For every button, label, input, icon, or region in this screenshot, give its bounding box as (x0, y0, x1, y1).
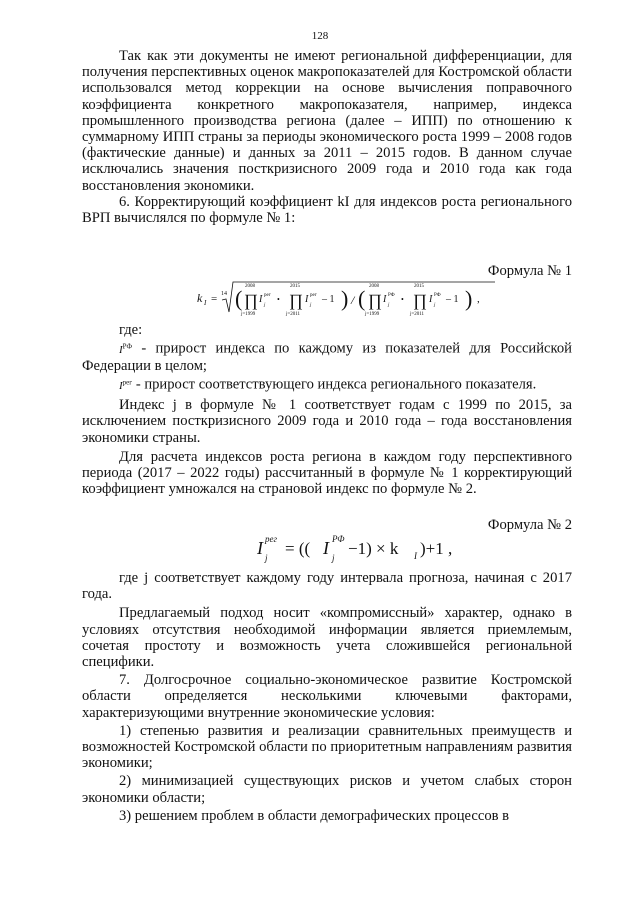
paragraph-4: Для расчета индексов роста региона в каждом году перспективного периода (2017 – 2022 годы) рассчитанный в формуле № 1 корректирующий коэффициент умножался на страновой индекс по формуле № 2. (82, 448, 572, 498)
sub-j-3: j (388, 303, 390, 308)
paren-close-2: ) (465, 286, 473, 311)
sup-reg-2: рег (310, 293, 317, 298)
list-item-1: 1) степенью развития и реализации сравнительных преимуществ и возможностей Костромской области по приоритетным направлениям развития экономики; (82, 722, 572, 772)
formula-1 (195, 278, 575, 318)
mult-2: • (401, 295, 404, 304)
formula2-minus: −1) × k (348, 539, 399, 558)
paragraph-6: Предлагаемый подход носит «компромиссный» характер, однако в условиях отсутствия необходимой информации является приемлемым, сочетая простоту и возможность учета сложившейся региональной специфики. (82, 605, 572, 671)
formula1-root-index: 14 (221, 291, 227, 297)
sup-rf-2: РФ (434, 293, 441, 298)
formula1-eq: = (211, 293, 218, 305)
formula1-k: k (197, 291, 203, 305)
formula1-k-sub: I (204, 299, 207, 307)
paragraph-1: Так как эти документы не имеют региональной дифференциации, для получения перспективных оценок макропоказателей для Костромской области использовался метод коррекции на основе вычисления поправочного коэффициента конкретного макропоказателя, например, индекса промышленного производства региона (далее – ИПП) по отношению к суммарному ИПП страны за периоды экономического роста 1999 – 2008 годов (фактические данные) и данных за 2011 – 2015 годов. В данном случае исключались значения посткризисного 2009 года и 2010 года как года восстановления экономики. 6. Корректирующий коэффициент kI для индексов роста регионального ВРП вычислялся по формуле № 1: (82, 48, 572, 227)
paragraph-2: 6. Корректирующий коэффициент kI для индексов роста регионального ВРП вычислялся по формуле № 1: (82, 193, 572, 227)
sub-j-2: j (310, 303, 312, 308)
I-rf-symbol: $I^{РФ}$ (119, 342, 132, 356)
paragraph-7: 7. Долгосрочное социально-экономическое развитие Костромской области определяется несколькими ключевыми факторами, характеризующими внутренние экономические условия: (82, 672, 572, 721)
prod-3: ∏ (368, 291, 382, 310)
formula2-k-sub: I (414, 551, 417, 561)
formula2-sup-rf: РФ (332, 534, 345, 544)
formula1-tail: , (477, 293, 480, 305)
formula-2 (255, 528, 555, 568)
year-b-bot-2: j=2011 (410, 312, 425, 317)
year-a-bot: j=1999 (241, 312, 256, 317)
sup-reg-1: рег (264, 293, 271, 298)
paren-open-1: ( (235, 286, 243, 311)
page-number: 128 (311, 30, 329, 42)
formula2-sub-j-2: j (332, 553, 335, 563)
slash: / (351, 293, 355, 307)
formula2-open: = (( (285, 539, 311, 558)
year-b-top-2: 2015 (414, 284, 424, 289)
definition-2: $I^{рег}$ - прирост соответствующего индекса регионального показателя. (119, 376, 537, 393)
year-a-top: 2008 (245, 284, 255, 289)
list-item-2: 2) минимизацией существующих рисков и учетом слабых сторон экономики области; (82, 773, 572, 806)
I-2: I (305, 294, 309, 305)
I-3: I (383, 294, 387, 305)
paren-open-2: ( (358, 286, 366, 311)
lower-text (82, 570, 572, 824)
definition-1: $I^{РФ}$ - прирост индекса по каждому из показателей для Российской Федерации в целом; (82, 340, 572, 375)
formula2-I: I (257, 538, 263, 558)
I-reg-symbol: $I^{рег}$ (119, 378, 133, 392)
sub-j-1: j (264, 303, 266, 308)
prod-2: ∏ (289, 291, 303, 310)
where-label-1: где: (119, 322, 143, 338)
formula2-close: )+1 , (420, 539, 453, 558)
year-a-top-2: 2008 (369, 284, 379, 289)
I-1: I (259, 294, 263, 305)
I-4: I (429, 294, 433, 305)
year-b-bot: j=2011 (286, 312, 301, 317)
definitions (82, 322, 572, 497)
year-a-bot-2: j=1999 (365, 312, 380, 317)
prod-1: ∏ (244, 291, 258, 310)
list-item-3: 3) решением проблем в области демографических процессов в (119, 807, 510, 824)
minus-one-1: – 1 (322, 294, 335, 305)
prod-4: ∏ (413, 291, 427, 310)
formula2-sub-j: j (265, 553, 268, 563)
sub-j-4: j (434, 303, 436, 308)
minus-one-2: – 1 (446, 294, 459, 305)
paragraph-3: Индекс j в формуле № 1 соответствует годам с 1999 по 2015, за исключением посткризисного 2009 года и 2010 года – года восстановления экономики страны. (82, 397, 572, 446)
mult-1: • (277, 295, 280, 304)
formula-1-label: Формула № 1 (487, 263, 572, 279)
year-b-top: 2015 (290, 284, 300, 289)
formula2-I-rf: I (323, 538, 329, 558)
formula2-sup-reg: рег (265, 534, 278, 544)
formula-2-label: Формула № 2 (487, 517, 572, 533)
paragraph-5: где j соответствует каждому году интервала прогноза, начиная с 2017 года. (82, 570, 572, 603)
sup-rf-1: РФ (388, 293, 395, 298)
paren-close-1: ) (341, 286, 349, 311)
